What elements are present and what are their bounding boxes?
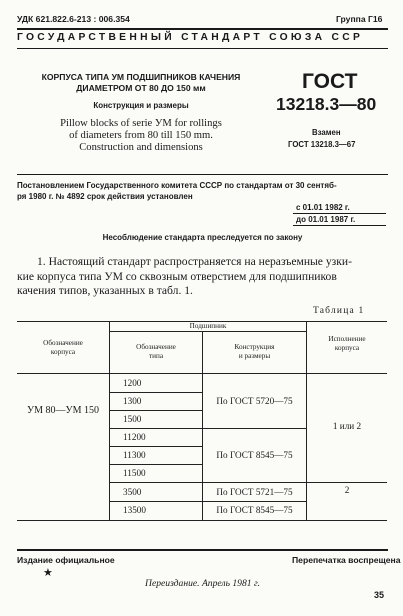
title-en bbox=[17, 118, 265, 154]
date-to-underline bbox=[293, 225, 386, 226]
date-to: до 01.01 1987 г. bbox=[296, 215, 356, 224]
paragraph-1-line-2: кие корпуса типа УМ со сквозным отверстием для подшипников bbox=[17, 269, 337, 283]
top-rule bbox=[17, 28, 388, 30]
date-from: с 01.01 1982 г. bbox=[296, 203, 350, 212]
row-line-2 bbox=[110, 410, 202, 411]
cell-type-7: 3500 bbox=[123, 487, 142, 497]
decree-line-1: Постановлением Государственного комитета СССР по стандартам от 30 сентяб- bbox=[17, 181, 337, 190]
header-exec-line-2: корпуса bbox=[334, 344, 360, 352]
header-design-line-1: Конструкция bbox=[234, 343, 275, 351]
header-housing-line-1: Обозначение bbox=[43, 339, 83, 347]
header-execution bbox=[307, 335, 387, 353]
replaces-label: Взамен bbox=[312, 128, 341, 137]
page-number: 35 bbox=[374, 590, 385, 600]
title-en-line-1: Pillow blocks of serie УМ for rollings bbox=[60, 118, 222, 129]
header-exec-line-1: Исполнение bbox=[328, 335, 366, 343]
cell-type-4: 11200 bbox=[123, 432, 146, 442]
paragraph-1 bbox=[17, 255, 352, 299]
header-design-line-2: и размеры bbox=[238, 352, 271, 360]
udc-code: УДК 621.822.6-213 : 006.354 bbox=[17, 14, 130, 24]
row-line-7 bbox=[110, 501, 306, 502]
cell-type-6: 11500 bbox=[123, 468, 146, 478]
cell-design-1: По ГОСТ 5720—75 bbox=[216, 396, 293, 406]
paragraph-1-line-3: качения типов, указанных в табл. 1. bbox=[17, 284, 193, 297]
gost-number: 13218.3—80 bbox=[276, 94, 377, 114]
header-type-designation bbox=[110, 343, 202, 361]
official-edition: Издание официальное bbox=[17, 555, 115, 565]
decree-line-2: ря 1980 г. № 4892 срок действия установлен bbox=[17, 192, 193, 201]
reissue-note: Переиздание. Апрель 1981 г. bbox=[145, 578, 260, 589]
header-housing-designation bbox=[17, 339, 109, 357]
title-ru bbox=[17, 72, 265, 94]
decree-text bbox=[17, 180, 337, 202]
header-bearing: Подшипник bbox=[189, 322, 227, 330]
gost-label: ГОСТ bbox=[302, 70, 358, 93]
cell-design-3: По ГОСТ 5721—75 bbox=[216, 487, 293, 497]
subtitle-ru: Конструкция и размеры bbox=[93, 101, 189, 110]
cell-housing-value: УМ 80—УМ 150 bbox=[27, 405, 99, 416]
cell-type-1: 1200 bbox=[123, 378, 142, 388]
cell-type-5: 11300 bbox=[123, 450, 146, 460]
cell-type-3: 1500 bbox=[123, 414, 142, 424]
replaces-value: ГОСТ 13218.3—67 bbox=[288, 140, 356, 149]
cell-exec-1: 1 или 2 bbox=[332, 421, 362, 431]
state-standard-banner: ГОСУДАРСТВЕННЫЙ СТАНДАРТ СОЮЗА ССР bbox=[17, 32, 364, 43]
row-line-6 bbox=[110, 482, 387, 483]
table-bearing-underline bbox=[110, 331, 306, 332]
header-type-line-2: типа bbox=[148, 352, 164, 360]
table-1 bbox=[17, 321, 387, 521]
decree-rule bbox=[17, 174, 388, 175]
law-warning: Несоблюдение стандарта преследуется по закону bbox=[102, 233, 303, 242]
banner-rule bbox=[17, 48, 388, 49]
title-en-line-3: Construction and dimensions bbox=[79, 142, 203, 153]
header-housing-line-2: корпуса bbox=[50, 348, 76, 356]
star-icon: ★ bbox=[43, 567, 53, 579]
row-line-3 bbox=[110, 428, 306, 429]
group-code: Группа Г16 bbox=[336, 14, 383, 24]
date-from-underline bbox=[293, 213, 386, 214]
title-ru-line-1: КОРПУСА ТИПА УМ ПОДШИПНИКОВ КАЧЕНИЯ bbox=[41, 72, 241, 82]
paragraph-1-line-1: 1. Настоящий стандарт распространяется на неразъемные узки- bbox=[37, 255, 352, 268]
row-line-5 bbox=[110, 464, 202, 465]
header-design-dimensions bbox=[203, 343, 306, 361]
cell-exec-2: 2 bbox=[344, 485, 350, 495]
footer-rule bbox=[17, 549, 388, 551]
header-type-line-1: Обозначение bbox=[136, 343, 176, 351]
cell-design-2: По ГОСТ 8545—75 bbox=[216, 450, 293, 460]
cell-type-8: 13500 bbox=[123, 505, 146, 515]
cell-design-4: По ГОСТ 8545—75 bbox=[216, 505, 293, 515]
row-line-1 bbox=[110, 392, 202, 393]
reprint-prohibited: Перепечатка воспрещена bbox=[292, 555, 401, 565]
title-en-line-2: of diameters from 80 till 150 mm. bbox=[69, 130, 213, 141]
cell-type-2: 1300 bbox=[123, 396, 142, 406]
title-ru-line-2: ДИАМЕТРОМ ОТ 80 ДО 150 мм bbox=[76, 83, 206, 93]
table-caption: Таблица 1 bbox=[313, 306, 365, 316]
row-line-4 bbox=[110, 446, 202, 447]
